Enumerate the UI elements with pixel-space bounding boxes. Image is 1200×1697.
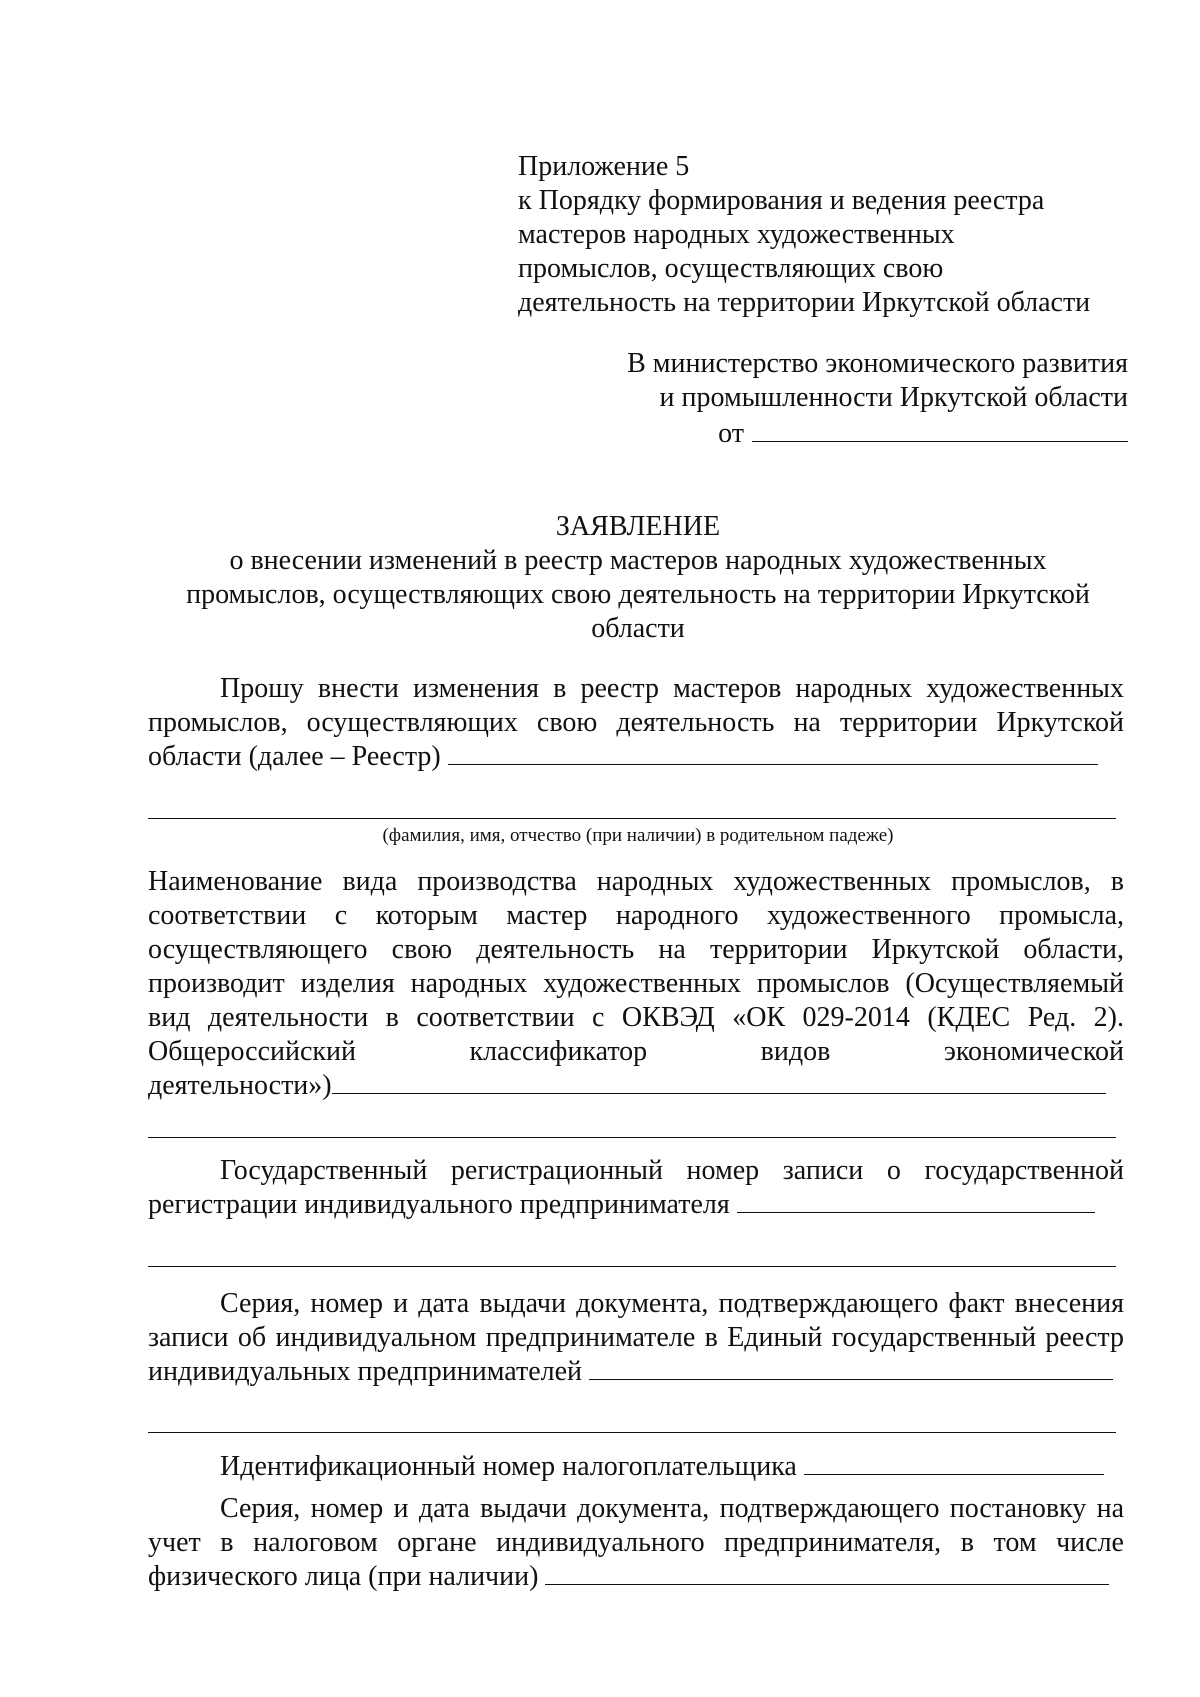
- request-caption: (фамилия, имя, отчество (при наличии) в родительном падеже): [382, 825, 894, 846]
- egrip-blank-line[interactable]: [148, 1432, 1116, 1433]
- inn-paragraph: [148, 1450, 1124, 1484]
- annex-line: к Порядку формирования и ведения реестра: [518, 185, 1045, 216]
- tax-blank-field[interactable]: [545, 1560, 1109, 1585]
- activity-blank-line[interactable]: [148, 1137, 1116, 1138]
- tax-paragraph: [148, 1492, 1124, 1594]
- annex-line: Приложение 5: [518, 151, 690, 182]
- activity-blank-field[interactable]: [332, 1069, 1106, 1094]
- annex-line: деятельность на территории Иркутской области: [518, 287, 1091, 318]
- addressee-line: В министерство экономического развития: [627, 348, 1128, 379]
- addressee-line: и промышленности Иркутской области: [659, 382, 1128, 413]
- activity-paragraph: [148, 865, 1124, 1103]
- document-title-block: [148, 510, 1128, 646]
- request-name-line[interactable]: [148, 818, 1116, 819]
- egrip-blank-field[interactable]: [589, 1355, 1113, 1380]
- from-label: от: [718, 418, 744, 449]
- request-paragraph: [148, 672, 1124, 774]
- activity-last-word: деятельности»): [148, 1070, 332, 1101]
- inn-text: Идентификационный номер налогоплательщика: [220, 1451, 797, 1482]
- registration-paragraph: [148, 1154, 1124, 1222]
- document-subtitle-line: промыслов, осуществляющих свою деятельность на территории Иркутской: [186, 579, 1090, 610]
- egrip-paragraph: [148, 1287, 1124, 1389]
- activity-text: Наименование вида производства народных художественных промыслов, в соответствии с которым мастер народного художественного промысла, осуществляющего свою деятельность на территории Иркутской области, производит изделия народных художественных промыслов (Осуществляемый вид деятельности в соответствии с ОКВЭД «ОК 029-2014 (КДЕС Ред. 2). Общероссийский классификатор видов экономической: [148, 866, 1124, 1067]
- from-row: [627, 415, 1128, 451]
- document-subtitle-line: области: [591, 613, 685, 644]
- registration-text: Государственный регистрационный номер записи о государственной регистрации индивидуального предпринимателя: [148, 1155, 1124, 1220]
- document-subtitle-line: о внесении изменений в реестр мастеров народных художественных: [229, 545, 1047, 576]
- from-blank-field[interactable]: [752, 415, 1128, 442]
- annex-line: мастеров народных художественных: [518, 219, 955, 250]
- annex-line: промыслов, осуществляющих свою: [518, 253, 944, 284]
- tax-text: Серия, номер и дата выдачи документа, подтверждающего постановку на учет в налоговом органе индивидуального предпринимателя, в том числе физического лица (при наличии): [148, 1493, 1124, 1592]
- registration-blank-line[interactable]: [148, 1266, 1116, 1267]
- addressee-block: [627, 347, 1128, 451]
- request-text: Прошу внести изменения в реестр мастеров народных художественных промыслов, осуществляющих свою деятельность на территории Иркутской области (далее – Реестр): [148, 673, 1124, 772]
- annex-header: [518, 150, 1138, 320]
- request-blank-field[interactable]: [448, 740, 1098, 765]
- egrip-text: Серия, номер и дата выдачи документа, подтверждающего факт внесения записи об индивидуальном предпринимателе в Единый государственный реестр индивидуальных предпринимателей: [148, 1288, 1124, 1387]
- document-title: ЗАЯВЛЕНИЕ: [555, 511, 721, 542]
- inn-blank-field[interactable]: [804, 1450, 1104, 1475]
- registration-blank-field[interactable]: [737, 1188, 1095, 1213]
